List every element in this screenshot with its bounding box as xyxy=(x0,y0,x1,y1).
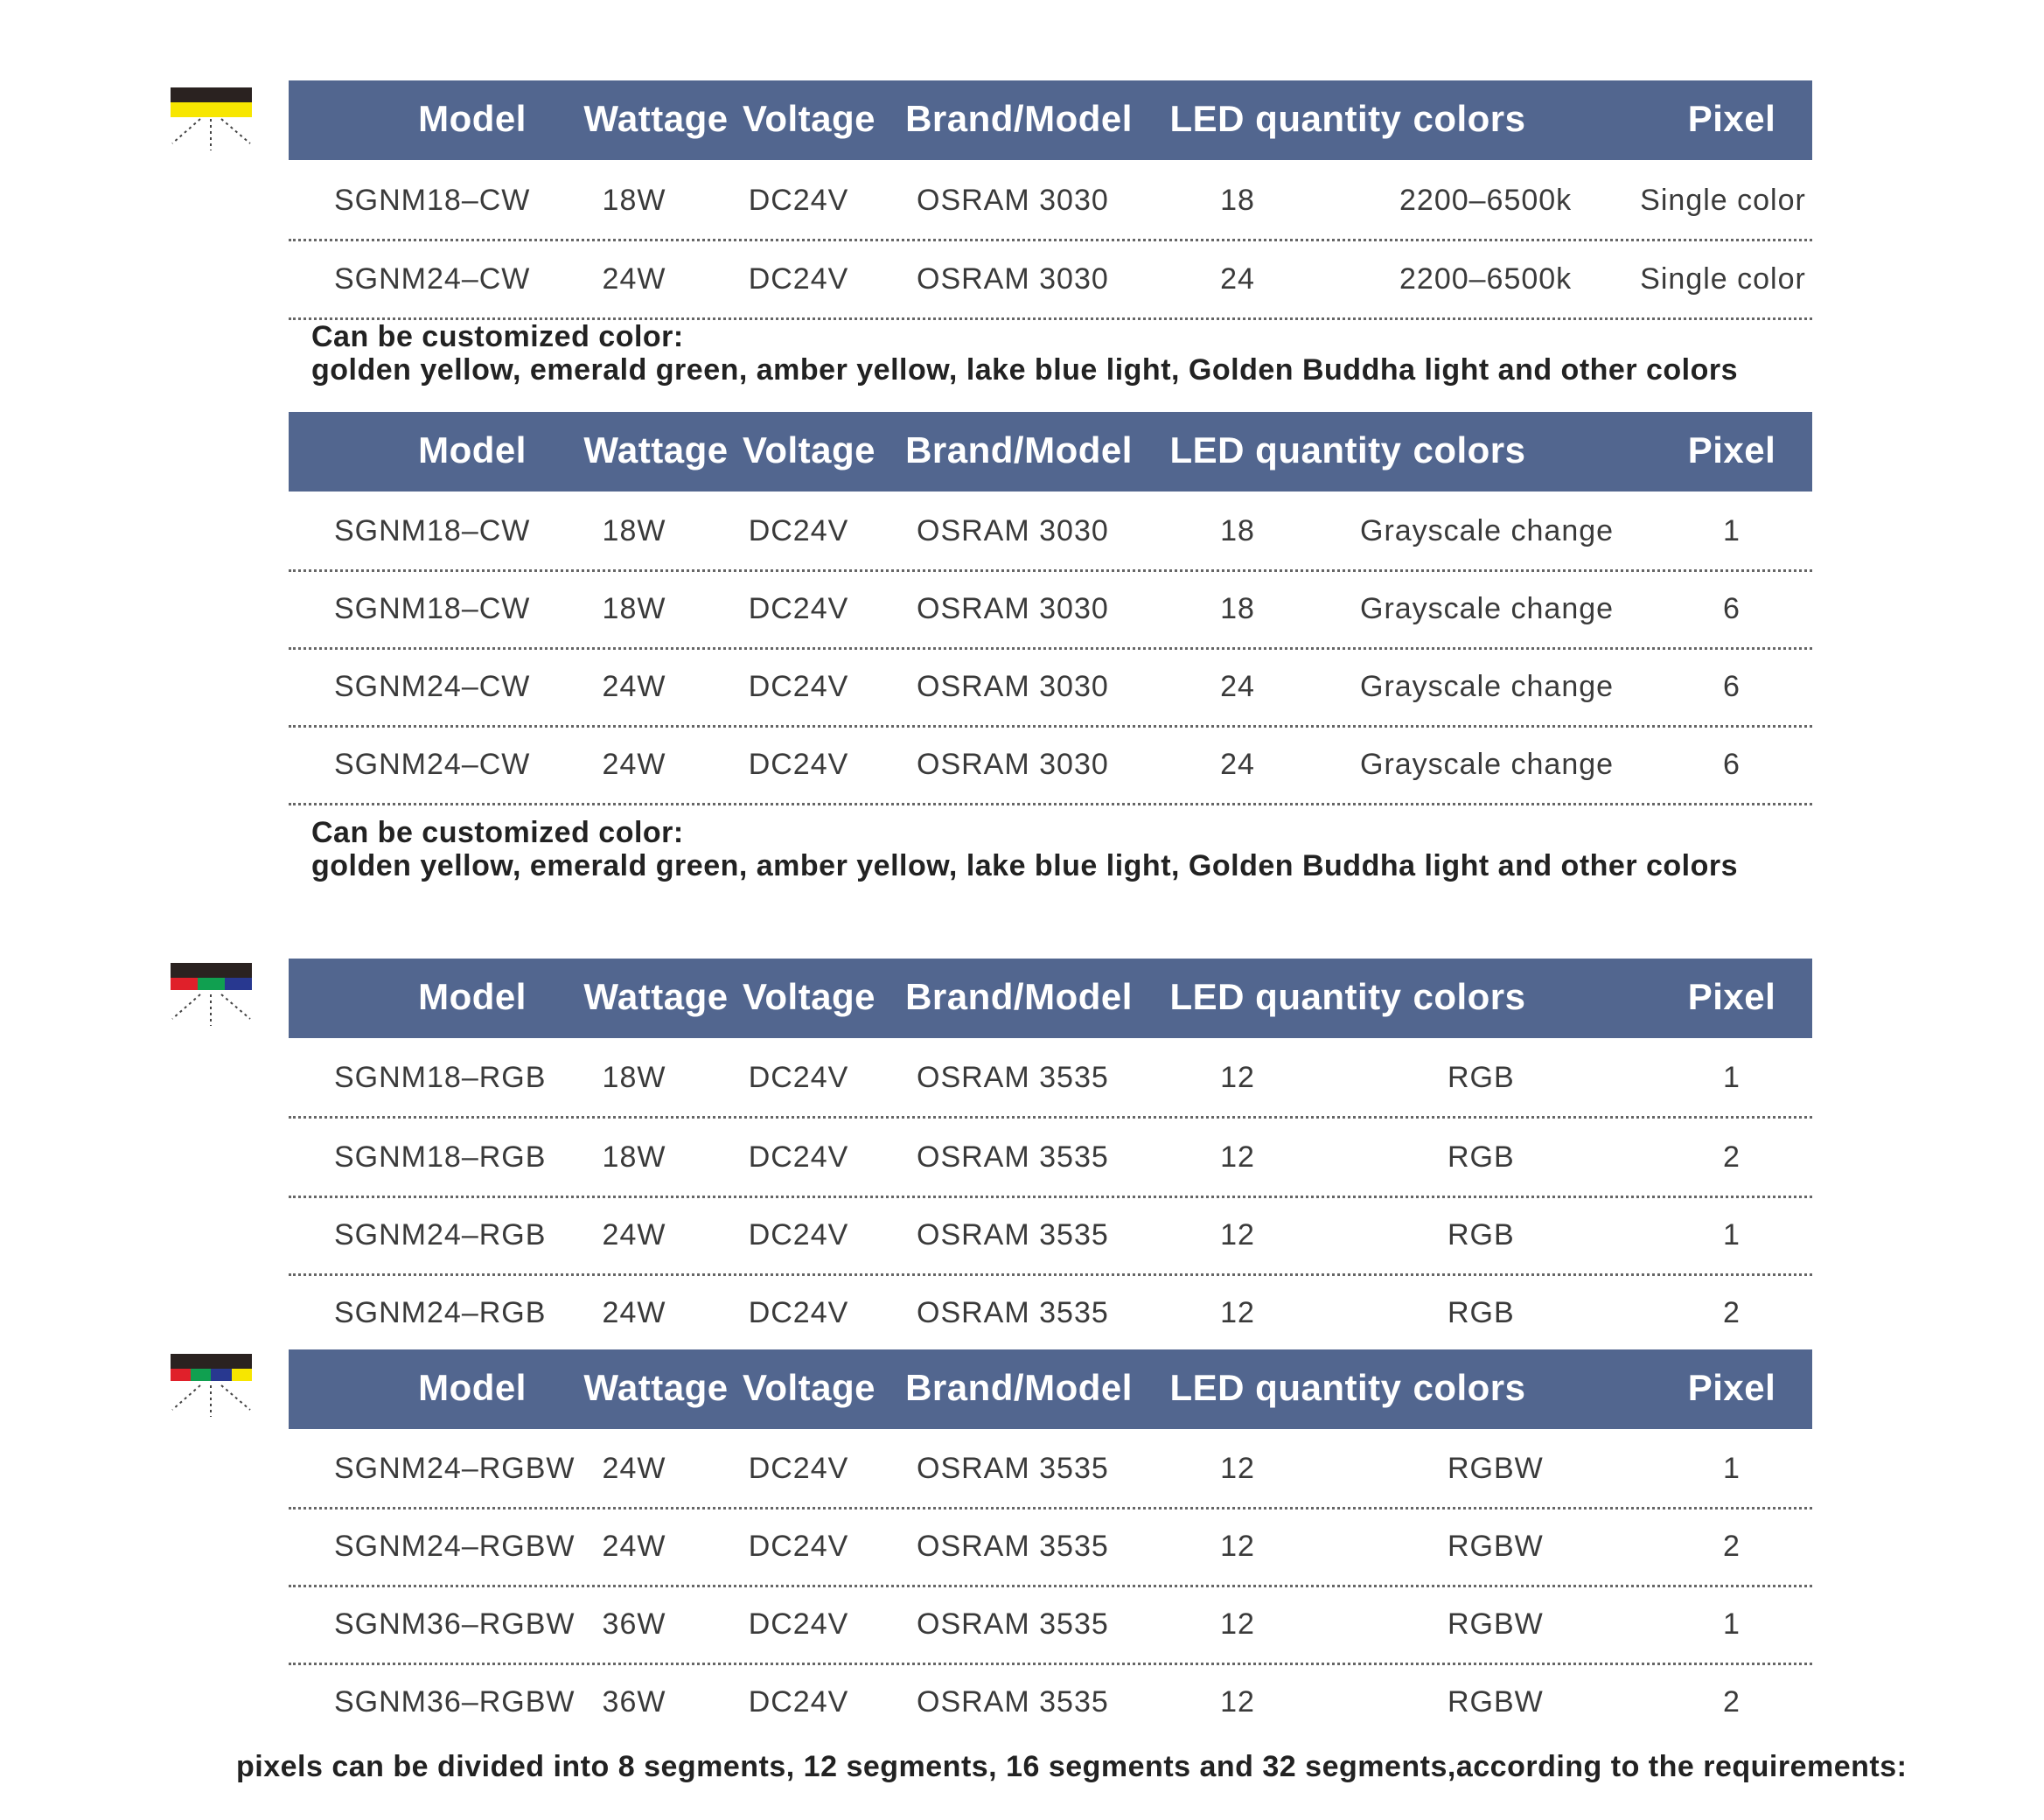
table-row xyxy=(289,241,1812,320)
cell-brand: OSRAM 3030 xyxy=(917,514,1109,547)
header-pixel: Pixel xyxy=(1687,1367,1776,1408)
cell-brand: OSRAM 3535 xyxy=(917,1296,1109,1329)
header-voltage: Voltage xyxy=(742,429,876,471)
cell-wattage: 24W xyxy=(602,748,666,781)
header-colors: colors xyxy=(1413,429,1526,471)
table-row xyxy=(289,1119,1812,1198)
single-color-light-icon xyxy=(171,87,252,157)
header-voltage: Voltage xyxy=(742,976,876,1017)
header-brand: Brand/Model xyxy=(905,1367,1133,1408)
table-header xyxy=(289,80,1812,160)
cell-model: SGNM24–CW xyxy=(334,748,531,781)
cell-voltage: DC24V xyxy=(748,670,849,703)
header-led-quantity: LED quantity xyxy=(1169,98,1402,139)
header-voltage: Voltage xyxy=(742,1367,876,1408)
cell-wattage: 18W xyxy=(602,514,666,547)
cell-brand: OSRAM 3535 xyxy=(917,1607,1109,1641)
cell-voltage: DC24V xyxy=(748,1061,849,1094)
cell-pixel: 6 xyxy=(1723,592,1741,625)
cell-pixel: 1 xyxy=(1723,1218,1741,1252)
table-row xyxy=(289,1196,1812,1276)
cell-led-quantity: 12 xyxy=(1220,1530,1255,1563)
table-header xyxy=(289,959,1812,1038)
cell-model: SGNM24–CW xyxy=(334,670,531,703)
cell-led-quantity: 24 xyxy=(1220,748,1255,781)
cell-led-quantity: 12 xyxy=(1220,1607,1255,1641)
cell-led-quantity: 12 xyxy=(1220,1452,1255,1485)
table-header xyxy=(289,412,1812,492)
cell-led-quantity: 18 xyxy=(1220,184,1255,217)
table-row xyxy=(289,726,1812,805)
cell-wattage: 24W xyxy=(602,1296,666,1329)
header-colors: colors xyxy=(1413,976,1526,1017)
customization-note-colors: golden yellow, emerald green, amber yellow, lake blue light, Golden Buddha light and other colors xyxy=(311,849,1739,882)
cell-wattage: 24W xyxy=(602,262,666,296)
cell-brand: OSRAM 3030 xyxy=(917,748,1109,781)
header-model: Model xyxy=(418,98,527,139)
cell-led-quantity: 12 xyxy=(1220,1140,1255,1174)
cell-model: SGNM24–RGBW xyxy=(334,1530,576,1563)
customization-note-colors: golden yellow, emerald green, amber yellow, lake blue light, Golden Buddha light and other colors xyxy=(311,353,1739,387)
cell-led-quantity: 18 xyxy=(1220,592,1255,625)
cell-colors: RGBW xyxy=(1448,1607,1544,1641)
header-model: Model xyxy=(418,1367,527,1408)
cell-model: SGNM24–RGB xyxy=(334,1218,547,1252)
cell-wattage: 24W xyxy=(602,1218,666,1252)
cell-wattage: 18W xyxy=(602,592,666,625)
cell-wattage: 18W xyxy=(602,184,666,217)
cell-brand: OSRAM 3030 xyxy=(917,184,1109,217)
header-model: Model xyxy=(418,429,527,471)
header-wattage: Wattage xyxy=(583,429,729,471)
cell-wattage: 18W xyxy=(602,1140,666,1174)
table-row xyxy=(289,162,1812,241)
cell-wattage: 36W xyxy=(602,1685,666,1719)
cell-pixel: 2 xyxy=(1723,1140,1741,1174)
customization-note-title: Can be customized color: xyxy=(311,320,684,353)
table-row xyxy=(289,1274,1812,1351)
cell-wattage: 36W xyxy=(602,1607,666,1641)
cell-colors: Grayscale change xyxy=(1360,670,1615,703)
header-wattage: Wattage xyxy=(583,976,729,1017)
cell-model: SGNM18–RGB xyxy=(334,1140,547,1174)
cell-led-quantity: 24 xyxy=(1220,670,1255,703)
cell-wattage: 24W xyxy=(602,1530,666,1563)
table-row xyxy=(289,1039,1812,1119)
cell-colors: 2200–6500k xyxy=(1399,262,1573,296)
cell-led-quantity: 12 xyxy=(1220,1061,1255,1094)
cell-brand: OSRAM 3030 xyxy=(917,592,1109,625)
table-row xyxy=(289,1430,1812,1510)
header-pixel: Pixel xyxy=(1687,98,1776,139)
table-row xyxy=(289,492,1812,572)
cell-brand: OSRAM 3535 xyxy=(917,1685,1109,1719)
header-model: Model xyxy=(418,976,527,1017)
cell-brand: OSRAM 3535 xyxy=(917,1140,1109,1174)
table-row xyxy=(289,648,1812,728)
table-row xyxy=(289,1508,1812,1587)
header-led-quantity: LED quantity xyxy=(1169,1367,1402,1408)
cell-model: SGNM36–RGBW xyxy=(334,1607,576,1641)
cell-brand: OSRAM 3030 xyxy=(917,262,1109,296)
cell-colors: RGBW xyxy=(1448,1452,1544,1485)
cell-voltage: DC24V xyxy=(748,514,849,547)
cell-led-quantity: 24 xyxy=(1220,262,1255,296)
cell-voltage: DC24V xyxy=(748,748,849,781)
cell-model: SGNM24–RGB xyxy=(334,1296,547,1329)
cell-colors: RGB xyxy=(1448,1140,1515,1174)
header-brand: Brand/Model xyxy=(905,429,1133,471)
cell-voltage: DC24V xyxy=(748,1218,849,1252)
cell-model: SGNM18–CW xyxy=(334,514,531,547)
cell-model: SGNM18–CW xyxy=(334,592,531,625)
header-brand: Brand/Model xyxy=(905,976,1133,1017)
cell-model: SGNM18–RGB xyxy=(334,1061,547,1094)
table-row xyxy=(289,1663,1812,1740)
header-led-quantity: LED quantity xyxy=(1169,976,1402,1017)
cell-model: SGNM24–RGBW xyxy=(334,1452,576,1485)
cell-pixel: 6 xyxy=(1723,748,1741,781)
cell-model: SGNM18–CW xyxy=(334,184,531,217)
cell-voltage: DC24V xyxy=(748,262,849,296)
cell-model: SGNM24–CW xyxy=(334,262,531,296)
cell-brand: OSRAM 3535 xyxy=(917,1218,1109,1252)
table-row xyxy=(289,570,1812,650)
cell-colors: RGB xyxy=(1448,1218,1515,1252)
cell-led-quantity: 12 xyxy=(1220,1296,1255,1329)
header-voltage: Voltage xyxy=(742,98,876,139)
cell-voltage: DC24V xyxy=(748,1685,849,1719)
customization-note-title: Can be customized color: xyxy=(311,816,684,849)
cell-pixel: 1 xyxy=(1723,514,1741,547)
cell-wattage: 24W xyxy=(602,670,666,703)
cell-voltage: DC24V xyxy=(748,184,849,217)
cell-voltage: DC24V xyxy=(748,1452,849,1485)
cell-colors: RGB xyxy=(1448,1061,1515,1094)
cell-wattage: 18W xyxy=(602,1061,666,1094)
rgbw-light-icon xyxy=(171,1354,252,1424)
pixel-segments-note: pixels can be divided into 8 segments, 12 segments, 16 segments and 32 segments,according to the requirements: xyxy=(236,1750,1908,1783)
cell-brand: OSRAM 3535 xyxy=(917,1061,1109,1094)
header-wattage: Wattage xyxy=(583,98,729,139)
cell-pixel: 1 xyxy=(1723,1452,1741,1485)
cell-pixel: Single color xyxy=(1640,184,1806,217)
cell-colors: Grayscale change xyxy=(1360,748,1615,781)
cell-voltage: DC24V xyxy=(748,1296,849,1329)
cell-pixel: Single color xyxy=(1640,262,1806,296)
header-led-quantity: LED quantity xyxy=(1169,429,1402,471)
cell-pixel: 1 xyxy=(1723,1607,1741,1641)
cell-colors: RGB xyxy=(1448,1296,1515,1329)
cell-brand: OSRAM 3535 xyxy=(917,1452,1109,1485)
cell-pixel: 2 xyxy=(1723,1530,1741,1563)
cell-brand: OSRAM 3535 xyxy=(917,1530,1109,1563)
cell-pixel: 1 xyxy=(1723,1061,1741,1094)
header-brand: Brand/Model xyxy=(905,98,1133,139)
cell-colors: Grayscale change xyxy=(1360,514,1615,547)
table-header xyxy=(289,1349,1812,1429)
cell-pixel: 2 xyxy=(1723,1296,1741,1329)
cell-voltage: DC24V xyxy=(748,1140,849,1174)
table-row xyxy=(289,1586,1812,1665)
cell-model: SGNM36–RGBW xyxy=(334,1685,576,1719)
cell-pixel: 2 xyxy=(1723,1685,1741,1719)
header-wattage: Wattage xyxy=(583,1367,729,1408)
cell-led-quantity: 12 xyxy=(1220,1218,1255,1252)
cell-wattage: 24W xyxy=(602,1452,666,1485)
header-pixel: Pixel xyxy=(1687,429,1776,471)
cell-colors: Grayscale change xyxy=(1360,592,1615,625)
cell-voltage: DC24V xyxy=(748,592,849,625)
cell-colors: RGBW xyxy=(1448,1685,1544,1719)
cell-colors: RGBW xyxy=(1448,1530,1544,1563)
rgb-light-icon xyxy=(171,963,252,1033)
cell-led-quantity: 12 xyxy=(1220,1685,1255,1719)
cell-voltage: DC24V xyxy=(748,1530,849,1563)
header-colors: colors xyxy=(1413,1367,1526,1408)
cell-colors: 2200–6500k xyxy=(1399,184,1573,217)
cell-voltage: DC24V xyxy=(748,1607,849,1641)
cell-brand: OSRAM 3030 xyxy=(917,670,1109,703)
header-pixel: Pixel xyxy=(1687,976,1776,1017)
cell-led-quantity: 18 xyxy=(1220,514,1255,547)
cell-pixel: 6 xyxy=(1723,670,1741,703)
header-colors: colors xyxy=(1413,98,1526,139)
